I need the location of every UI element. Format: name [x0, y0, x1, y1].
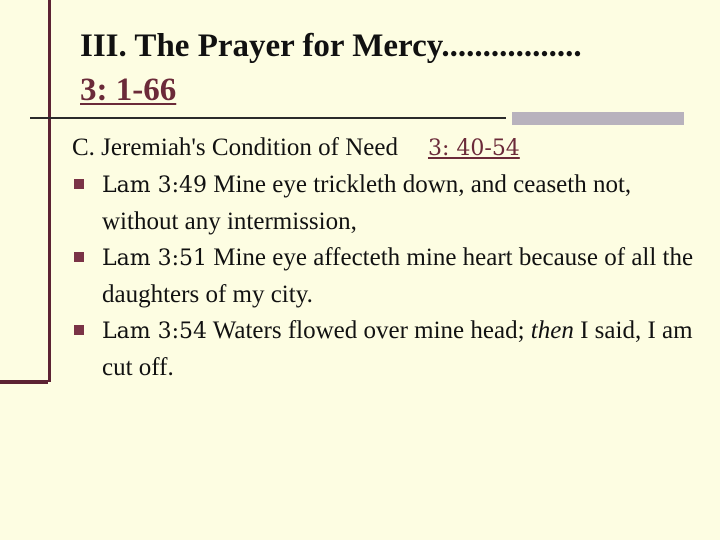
verse-text: Mine eye trickleth down, and ceaseth not, without any intermission,: [102, 171, 632, 235]
bullet-item-1: [72, 167, 702, 240]
verse-reference: Lam 3:54: [102, 319, 207, 344]
slide-title: [80, 24, 700, 112]
left-frame-line: [0, 0, 51, 382]
square-bullet-icon: [74, 252, 84, 262]
verse-text-end: I said, I am cut off.: [102, 317, 693, 381]
verse-reference: Lam 3:49: [102, 173, 207, 198]
square-bullet-icon: [74, 325, 84, 335]
verse-text: Waters flowed over mine head;: [206, 317, 531, 344]
bullet-item-2: [72, 240, 702, 313]
square-bullet-icon: [74, 179, 84, 189]
title-divider: [30, 117, 506, 119]
verse-text: Mine eye affecteth mine heart because of all the daughters of my city.: [102, 244, 694, 308]
title-accent-bar: [512, 112, 684, 125]
subheading: [72, 130, 702, 167]
title-text: III. The Prayer for Mercy.................: [80, 28, 582, 64]
left-frame-foot: [0, 380, 48, 384]
subheading-reference: 3: 40-54: [427, 136, 520, 161]
subheading-label: C. Jeremiah's Condition of Need: [72, 134, 398, 161]
bullet-item-3: [72, 313, 702, 386]
verse-reference: Lam 3:51: [102, 246, 207, 271]
verse-italic-word: then: [530, 317, 574, 344]
title-reference: 3: 1-66: [80, 72, 177, 108]
slide-content: [72, 130, 702, 386]
